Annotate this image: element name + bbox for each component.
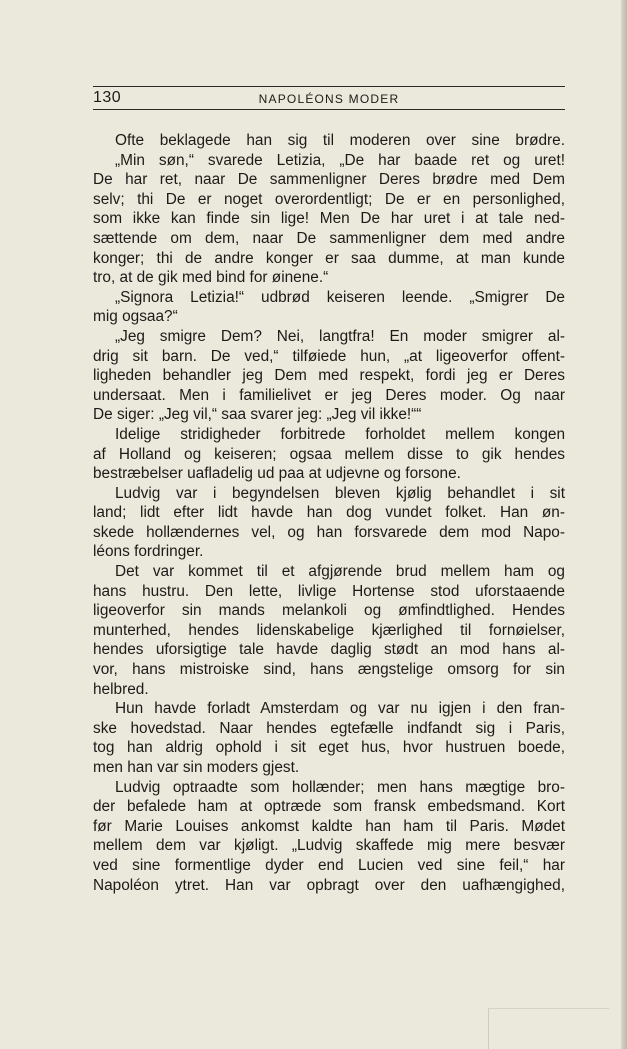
text-line: som ikke kan finde sin lige! Men De har uret i at tale ned- <box>93 210 565 228</box>
body-text <box>93 131 565 895</box>
text-line: Ludvig optraadte som hollænder; men hans mægtige bro- <box>115 778 565 796</box>
text-line: konger; thi de andre konger er saa dumme, at man kunde <box>93 249 565 267</box>
text-line: helbred. <box>93 680 149 698</box>
text-line: Ludvig var i begyndelsen bleven kjølig behandlet i sit <box>115 484 565 502</box>
text-line: léons fordringer. <box>93 543 204 561</box>
text-line: „Signora Letizia!“ udbrød keiseren leende. „Smigrer De <box>115 288 565 306</box>
running-title: NAPOLÉONS MODER <box>258 92 400 106</box>
text-line: undersaat. Men i familielivet er jeg Deres moder. Og naar <box>93 386 565 404</box>
text-line: sættende om dem, naar De sammenligner dem med andre <box>93 229 565 247</box>
text-line: tro, at de gik med bind for øinene.“ <box>93 269 329 287</box>
text-line: men han var sin moders gjest. <box>93 759 300 776</box>
text-line: ligeoverfor sin mands melankoli og ømfindtlighed. Hendes <box>93 602 565 620</box>
text-line: De siger: „Jeg vil,“ saa svarer jeg: „Jeg vil ikke!““ <box>93 406 422 424</box>
text-line: land; lidt efter lidt havde han dog vundet folket. Han øn- <box>93 504 565 522</box>
scan-corner-mark <box>488 1008 609 1049</box>
text-line: der befalede ham at optræde som fransk embedsmand. Kort <box>93 798 565 816</box>
text-line: tog han aldrig ophold i sit eget hus, hvor hustruen boede, <box>93 739 565 757</box>
text-line: mig ogsaa?“ <box>93 308 178 326</box>
text-line: bestræbelser uafladelig ud paa at udjevne og forsone. <box>93 465 461 483</box>
page-edge-shadow <box>621 0 627 1049</box>
text-line: Ofte beklagede han sig til moderen over sine brødre. <box>115 132 565 149</box>
text-line: Hun havde forladt Amsterdam og var nu igjen i den fran- <box>115 700 565 718</box>
text-line: hendes uforsigtige tale havde daglig stødt an mod hans al- <box>93 641 565 659</box>
text-line: selv; thi De er noget overordentligt; De er en personlighed, <box>93 190 565 208</box>
text-line: ved sine formentlige dyder end Lucien ved sine feil,“ har <box>93 856 565 874</box>
text-line: før Marie Louises ankomst kaldte han ham til Paris. Mødet <box>93 817 565 835</box>
text-line: Napoléon ytret. Han var opbragt over den uafhængighed, <box>93 876 565 894</box>
text-line: drig sit barn. De ved,“ tilføiede hun, „at ligeoverfor offent- <box>93 347 565 365</box>
text-line: vor, hans mistroiske sind, hans ængstelige omsorg for sin <box>93 661 565 679</box>
text-line: ske hovedstad. Naar hendes egtefælle indfandt sig i Paris, <box>93 719 565 737</box>
text-line: mellem dem var kjøligt. „Ludvig skaffede mig mere besvær <box>93 837 565 855</box>
page-number: 130 <box>93 89 122 106</box>
running-header <box>93 86 565 110</box>
text-line: skede hollændernes vel, og han forsvarede dem mod Napo- <box>93 523 565 541</box>
text-line: Det var kommet til et afgjørende brud mellem ham og <box>115 563 565 581</box>
text-line: „Jeg smigre Dem? Nei, langtfra! En moder smigrer al- <box>115 327 565 345</box>
text-line: ligheden behandler jeg Dem med respekt, fordi jeg er Deres <box>93 367 565 385</box>
text-line: „Min søn,“ svarede Letizia, „De har baade ret og uret! <box>115 151 565 169</box>
text-line: Idelige stridigheder forbitrede forholdet mellem kongen <box>115 425 565 443</box>
text-line: hans hustru. Den lette, livlige Hortense stod uforstaaende <box>93 582 565 600</box>
text-line: munterhed, hendes lidenskabelige kjærlighed til fornøielser, <box>93 621 565 639</box>
text-line: af Holland og keiseren; ogsaa mellem disse to gik hendes <box>93 445 565 463</box>
text-line: De har ret, naar De sammenligner Deres brødre med Dem <box>93 171 565 189</box>
